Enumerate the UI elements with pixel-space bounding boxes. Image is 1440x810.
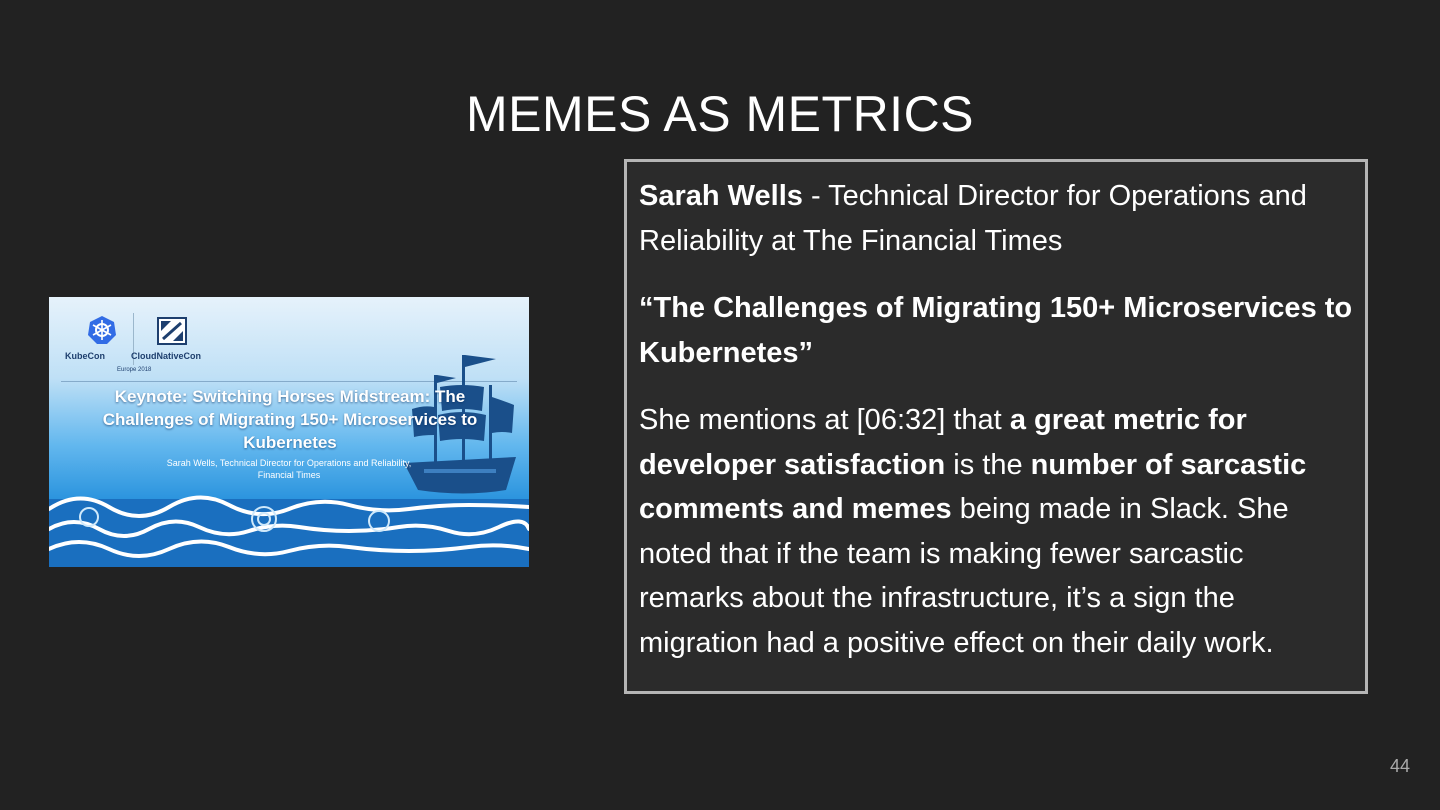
event-logos — [65, 311, 265, 371]
page-number: 44 — [1389, 756, 1410, 776]
event-edition-label: Europe 2018 — [117, 367, 152, 373]
summary-emphasis: a great metric for developer satisfaction — [639, 404, 1247, 481]
keynote-title-line: Keynote: Switching Horses Midstream: The — [114, 387, 466, 406]
keynote-title-line: Challenges of Migrating 150+ Microservices to — [102, 410, 478, 429]
summary-emphasis: number of sarcastic comments and memes — [639, 448, 1307, 525]
talk-summary-box — [624, 159, 1368, 694]
summary-text: She mentions at [06:32] that — [639, 404, 1010, 436]
speaker-line: Sarah Wells, Technical Director for Operations and Reliability, — [166, 458, 412, 468]
cncf-logo-icon — [157, 317, 187, 345]
speaker-role: - Technical Director for Operations and Reliability at The Financial Times — [639, 180, 1307, 257]
slide-title: MEMES AS METRICS — [465, 86, 975, 142]
kubernetes-helm-icon — [87, 315, 117, 345]
summary-text: is the — [945, 448, 1031, 481]
keynote-video-thumbnail[interactable] — [49, 297, 529, 567]
kubecon-label: KubeCon — [65, 351, 105, 361]
talk-summary — [639, 398, 1353, 665]
cloudnativecon-label: CloudNativeCon — [131, 351, 202, 361]
talk-title: “The Challenges of Migrating 150+ Microservices to Kubernetes” — [639, 292, 1353, 369]
keynote-speaker — [109, 457, 469, 481]
waves-decoration — [49, 479, 529, 567]
keynote-title — [59, 385, 521, 454]
speaker-paragraph — [639, 174, 1353, 263]
keynote-title-line: Kubernetes — [243, 433, 337, 452]
speaker-line: Financial Times — [257, 470, 321, 480]
speaker-name: Sarah Wells — [639, 180, 803, 212]
summary-text: being made in Slack. She noted that if the team is making fewer sarcastic remarks about the infrastructure, it’s a sign the migration had a positive effect on their daily work. — [639, 493, 1289, 659]
